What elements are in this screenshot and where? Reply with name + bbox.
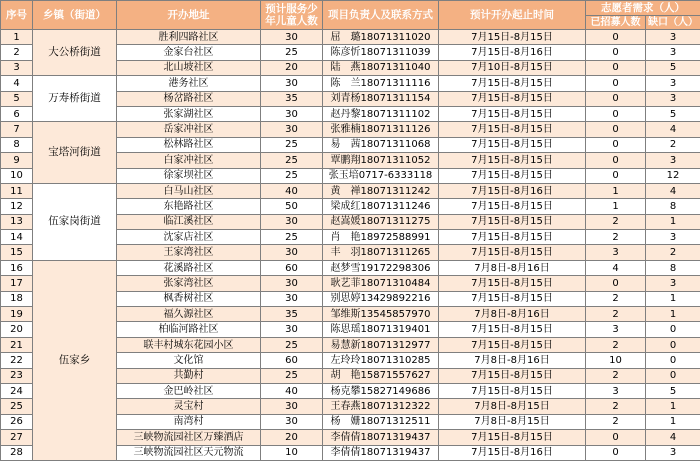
- row-kids: 25: [261, 337, 323, 352]
- row-site: 张家湾社区: [117, 276, 261, 291]
- row-period: 7月15日-8月15日: [439, 30, 586, 45]
- town-cell: 大公桥街道: [33, 30, 117, 76]
- row-contact: 陈 兰18071311116: [323, 76, 439, 91]
- row-gap: 3: [646, 45, 700, 60]
- row-site: 三峡物流园社区天元物流: [117, 445, 261, 460]
- row-recruited: 2: [586, 414, 646, 429]
- row-site: 白马山社区: [117, 183, 261, 198]
- table-row: [1, 183, 700, 198]
- row-recruited: 0: [586, 122, 646, 137]
- row-site: 王家湾社区: [117, 245, 261, 260]
- row-gap: 5: [646, 106, 700, 121]
- row-period: 7月15日-8月15日: [439, 368, 586, 383]
- row-recruited: 2: [586, 291, 646, 306]
- row-no: 26: [1, 414, 33, 429]
- row-kids: 25: [261, 230, 323, 245]
- row-no: 22: [1, 353, 33, 368]
- row-kids: 30: [261, 76, 323, 91]
- row-gap: 3: [646, 76, 700, 91]
- row-period: 7月8日-8月15日: [439, 414, 586, 429]
- row-gap: 5: [646, 60, 700, 75]
- row-no: 1: [1, 30, 33, 45]
- row-recruited: 2: [586, 307, 646, 322]
- row-recruited: 0: [586, 60, 646, 75]
- town-cell: 伍家乡: [33, 260, 117, 460]
- row-no: 14: [1, 230, 33, 245]
- row-kids: 60: [261, 260, 323, 275]
- row-gap: 3: [646, 276, 700, 291]
- row-period: 7月15日-8月15日: [439, 153, 586, 168]
- row-period: 7月15日-8月15日: [439, 337, 586, 352]
- row-site: 岳家冲社区: [117, 122, 261, 137]
- table-row: [1, 260, 700, 275]
- row-recruited: 2: [586, 368, 646, 383]
- row-site: 港务社区: [117, 76, 261, 91]
- row-gap: 2: [646, 245, 700, 260]
- row-period: 7月15日-8月15日: [439, 322, 586, 337]
- row-no: 23: [1, 368, 33, 383]
- row-recruited: 2: [586, 214, 646, 229]
- row-kids: 40: [261, 383, 323, 398]
- row-contact: 梁成红18071311246: [323, 199, 439, 214]
- row-period: 7月15日-8月15日: [439, 76, 586, 91]
- row-kids: 40: [261, 183, 323, 198]
- row-recruited: 3: [586, 245, 646, 260]
- row-site: 杨岔路社区: [117, 91, 261, 106]
- row-gap: 1: [646, 399, 700, 414]
- row-gap: 1: [646, 291, 700, 306]
- row-gap: 0: [646, 337, 700, 352]
- row-no: 15: [1, 245, 33, 260]
- row-no: 12: [1, 199, 33, 214]
- row-kids: 30: [261, 291, 323, 306]
- row-recruited: 0: [586, 153, 646, 168]
- row-kids: 30: [261, 214, 323, 229]
- row-contact: 张雅楠18071311126: [323, 122, 439, 137]
- row-period: 7月15日-8月15日: [439, 106, 586, 121]
- row-kids: 60: [261, 353, 323, 368]
- row-contact: 肖 艳18972588991: [323, 230, 439, 245]
- row-period: 7月15日-8月15日: [439, 168, 586, 183]
- row-no: 8: [1, 137, 33, 152]
- row-contact: 赵丹黎18071311102: [323, 106, 439, 121]
- row-site: 东艳路社区: [117, 199, 261, 214]
- row-period: 7月15日-8月15日: [439, 91, 586, 106]
- header-row: [1, 1, 700, 16]
- row-period: 7月15日-8月15日: [439, 291, 586, 306]
- row-kids: 25: [261, 153, 323, 168]
- row-contact: 左玲玲18071310285: [323, 353, 439, 368]
- row-no: 10: [1, 168, 33, 183]
- row-gap: 4: [646, 122, 700, 137]
- row-contact: 易 茜18071311068: [323, 137, 439, 152]
- row-site: 松林路社区: [117, 137, 261, 152]
- row-site: 金家台社区: [117, 45, 261, 60]
- row-gap: 0: [646, 353, 700, 368]
- row-contact: 覃鹏翔18071311052: [323, 153, 439, 168]
- row-no: 4: [1, 76, 33, 91]
- row-no: 13: [1, 214, 33, 229]
- row-recruited: 2: [586, 399, 646, 414]
- row-site: 三峡物流园社区万臻酒店: [117, 430, 261, 445]
- row-gap: 5: [646, 383, 700, 398]
- row-recruited: 10: [586, 353, 646, 368]
- row-no: 21: [1, 337, 33, 352]
- row-gap: 1: [646, 214, 700, 229]
- header-volunteer: 志愿者需求（人）: [586, 1, 700, 16]
- row-site: 枫香树社区: [117, 291, 261, 306]
- row-no: 28: [1, 445, 33, 460]
- row-no: 17: [1, 276, 33, 291]
- row-no: 18: [1, 291, 33, 306]
- row-site: 文化馆: [117, 353, 261, 368]
- row-contact: 李倩倩18071319437: [323, 430, 439, 445]
- row-gap: 4: [646, 430, 700, 445]
- row-gap: 8: [646, 199, 700, 214]
- row-gap: 8: [646, 260, 700, 275]
- row-site: 徐家坝社区: [117, 168, 261, 183]
- row-site: 北山坡社区: [117, 60, 261, 75]
- row-kids: 25: [261, 137, 323, 152]
- row-kids: 30: [261, 245, 323, 260]
- row-recruited: 0: [586, 106, 646, 121]
- row-recruited: 4: [586, 260, 646, 275]
- row-gap: 2: [646, 137, 700, 152]
- row-no: 2: [1, 45, 33, 60]
- row-contact: 李倩倩18071319437: [323, 445, 439, 460]
- row-recruited: 0: [586, 30, 646, 45]
- row-kids: 30: [261, 122, 323, 137]
- row-kids: 30: [261, 106, 323, 121]
- row-period: 7月15日-8月16日: [439, 45, 586, 60]
- row-kids: 20: [261, 60, 323, 75]
- row-kids: 30: [261, 399, 323, 414]
- row-kids: 25: [261, 45, 323, 60]
- town-cell: 伍家岗街道: [33, 183, 117, 260]
- row-period: 7月8日-8月16日: [439, 260, 586, 275]
- row-recruited: 0: [586, 430, 646, 445]
- row-period: 7月15日-8月15日: [439, 383, 586, 398]
- row-kids: 25: [261, 368, 323, 383]
- row-gap: 3: [646, 30, 700, 45]
- row-recruited: 0: [586, 137, 646, 152]
- row-period: 7月15日-8月15日: [439, 122, 586, 137]
- row-site: 柏临河路社区: [117, 322, 261, 337]
- row-gap: 12: [646, 168, 700, 183]
- row-gap: 3: [646, 153, 700, 168]
- header-contact: 项目负责人及联系方式: [323, 1, 439, 30]
- row-no: 7: [1, 122, 33, 137]
- row-kids: 30: [261, 322, 323, 337]
- row-gap: 4: [646, 183, 700, 198]
- row-kids: 35: [261, 307, 323, 322]
- row-recruited: 0: [586, 276, 646, 291]
- row-no: 27: [1, 430, 33, 445]
- row-no: 3: [1, 60, 33, 75]
- row-recruited: 0: [586, 168, 646, 183]
- town-cell: 万寿桥街道: [33, 76, 117, 122]
- row-contact: 刘青杨18071311154: [323, 91, 439, 106]
- row-recruited: 2: [586, 230, 646, 245]
- row-contact: 陈思瑶18071319401: [323, 322, 439, 337]
- header-period: 预计开办起止时间: [439, 1, 586, 30]
- row-recruited: 3: [586, 383, 646, 398]
- row-contact: 丰 羽18071311265: [323, 245, 439, 260]
- header-site: 开办地址: [117, 1, 261, 30]
- row-kids: 30: [261, 276, 323, 291]
- row-site: 南湾村: [117, 414, 261, 429]
- row-gap: 3: [646, 445, 700, 460]
- row-gap: 1: [646, 414, 700, 429]
- row-gap: 3: [646, 230, 700, 245]
- row-recruited: 1: [586, 183, 646, 198]
- row-contact: 杨 姗18071312511: [323, 414, 439, 429]
- row-recruited: 0: [586, 45, 646, 60]
- row-gap: 0: [646, 368, 700, 383]
- row-site: 共勤村: [117, 368, 261, 383]
- row-contact: 王春燕18071312322: [323, 399, 439, 414]
- row-site: 张家湖社区: [117, 106, 261, 121]
- row-period: 7月10日-8月15日: [439, 60, 586, 75]
- row-kids: 25: [261, 168, 323, 183]
- row-kids: 30: [261, 30, 323, 45]
- table-row: [1, 76, 700, 91]
- row-contact: 杨克攀15827149686: [323, 383, 439, 398]
- row-period: 7月8日-8月16日: [439, 353, 586, 368]
- row-period: 7月15日-8月15日: [439, 245, 586, 260]
- row-gap: 1: [646, 307, 700, 322]
- row-contact: 邹维斯13545857970: [323, 307, 439, 322]
- row-site: 灵宝村: [117, 399, 261, 414]
- row-period: 7月15日-8月15日: [439, 230, 586, 245]
- row-no: 25: [1, 399, 33, 414]
- row-kids: 50: [261, 199, 323, 214]
- row-recruited: 2: [586, 337, 646, 352]
- row-contact: 胡 艳15871557627: [323, 368, 439, 383]
- row-no: 11: [1, 183, 33, 198]
- table-row: [1, 122, 700, 137]
- row-period: 7月15日-8月15日: [439, 199, 586, 214]
- row-kids: 35: [261, 91, 323, 106]
- row-no: 20: [1, 322, 33, 337]
- row-contact: 易慧新18071312977: [323, 337, 439, 352]
- row-period: 7月15日-8月15日: [439, 214, 586, 229]
- row-site: 胜利四路社区: [117, 30, 261, 45]
- row-no: 9: [1, 153, 33, 168]
- row-site: 福久源社区: [117, 307, 261, 322]
- row-recruited: 0: [586, 76, 646, 91]
- header-gap: 缺口（人）: [646, 16, 700, 30]
- header-kids: 预计服务少年儿童人数: [261, 1, 323, 30]
- row-contact: 黄 禅18071311242: [323, 183, 439, 198]
- row-recruited: 0: [586, 91, 646, 106]
- row-contact: 耿艺菲18071310484: [323, 276, 439, 291]
- row-kids: 20: [261, 430, 323, 445]
- row-no: 24: [1, 383, 33, 398]
- row-site: 联丰村城东花园小区: [117, 337, 261, 352]
- row-period: 7月15日-8月15日: [439, 430, 586, 445]
- table-body: [1, 30, 700, 461]
- row-no: 19: [1, 307, 33, 322]
- header-town: 乡镇（街道）: [33, 1, 117, 30]
- row-contact: 张玉培0717-6333118: [323, 168, 439, 183]
- row-site: 花溪路社区: [117, 260, 261, 275]
- row-gap: 3: [646, 91, 700, 106]
- row-recruited: 1: [586, 199, 646, 214]
- row-site: 金巴岭社区: [117, 383, 261, 398]
- row-period: 7月15日-8月15日: [439, 276, 586, 291]
- row-kids: 10: [261, 445, 323, 460]
- header-recruited: 已招募人数: [586, 16, 646, 30]
- row-kids: 30: [261, 414, 323, 429]
- row-period: 7月8日-8月15日: [439, 399, 586, 414]
- row-period: 7月15日-8月16日: [439, 183, 586, 198]
- town-cell: 宝塔河街道: [33, 122, 117, 184]
- row-period: 7月15日-8月16日: [439, 445, 586, 460]
- row-recruited: 0: [586, 445, 646, 460]
- row-no: 5: [1, 91, 33, 106]
- row-site: 临江溪社区: [117, 214, 261, 229]
- row-contact: 别思婷13429892216: [323, 291, 439, 306]
- row-contact: 陈彦忻18071311039: [323, 45, 439, 60]
- row-no: 6: [1, 106, 33, 121]
- row-recruited: 3: [586, 322, 646, 337]
- header-no: 序号: [1, 1, 33, 30]
- row-site: 白家冲社区: [117, 153, 261, 168]
- row-contact: 赵梦雪19172298306: [323, 260, 439, 275]
- row-no: 16: [1, 260, 33, 275]
- row-site: 沈家店社区: [117, 230, 261, 245]
- row-contact: 赵嵩媛18071311275: [323, 214, 439, 229]
- table-row: [1, 30, 700, 45]
- row-contact: 陆 燕18071311040: [323, 60, 439, 75]
- row-gap: 0: [646, 322, 700, 337]
- row-period: 7月8日-8月16日: [439, 307, 586, 322]
- row-contact: 屈 璐18071311020: [323, 30, 439, 45]
- row-period: 7月15日-8月15日: [439, 137, 586, 152]
